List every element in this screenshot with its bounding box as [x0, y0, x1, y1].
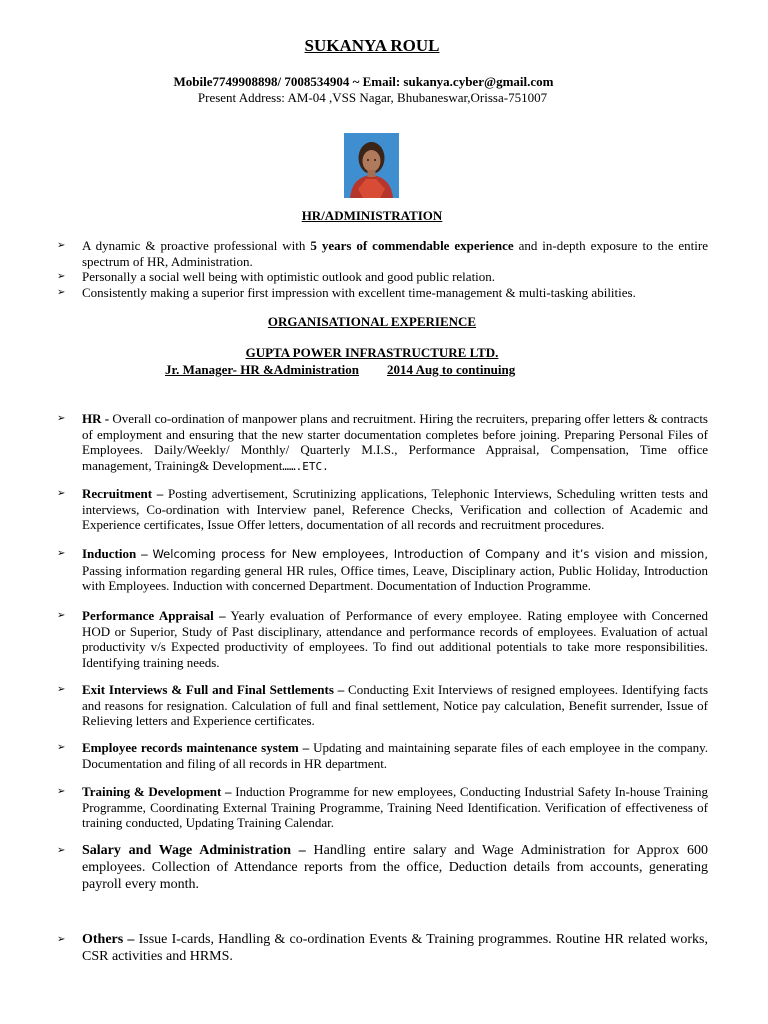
company-name: GUPTA POWER INFRASTRUCTURE LTD.: [245, 345, 499, 360]
address-line: Present Address: AM-04 ,VSS Nagar, Bhubaneswar,Orissa-751007: [197, 90, 548, 105]
list-item-others: ➢ Others – Issue I-cards, Handling & co-ordination Events & Training programmes. Routine HR related works, CSR activities and HRMS.: [57, 932, 708, 964]
bullet-arrow-icon: ➢: [57, 934, 66, 945]
bullet-arrow-icon: ➢: [57, 742, 66, 753]
job-title: Jr. Manager- HR &Administration: [165, 362, 360, 377]
list-item-recruitment: ➢ Recruitment – Posting advertisement, Scrutinizing applications, Telephonic Interviews, Scheduling written tests and interviews, Co-ordination with Interview panel, Reference Checks, Verification and collection of Academic and Experience certificates, Issue Offer letters, documentation of all records and recruitment procedures.: [57, 486, 708, 532]
bullet-arrow-icon: ➢: [57, 845, 66, 856]
list-item-salary-wage: ➢ Salary and Wage Administration – Handling entire salary and Wage Administration for Approx 600 employees. Collection of Attendance reports from the office, Deduction details from accounts, generating payroll every month.: [57, 843, 708, 892]
job-role: [165, 362, 515, 378]
bullet-arrow-icon: ➢: [57, 240, 66, 251]
bullet-arrow-icon: ➢: [57, 271, 66, 282]
profile-photo: [344, 133, 399, 198]
bullet-arrow-icon: ➢: [57, 684, 66, 695]
section-heading-hr-administration: HR/ADMINISTRATION: [301, 208, 443, 223]
job-period: 2014 Aug to continuing: [387, 362, 516, 377]
list-item-performance-appraisal: ➢ Performance Appraisal – Yearly evaluation of Performance of every employee. Rating employee with Concerned HOD or Superior, Study of Past disciplinary, attendance and performance records of employees. Evaluation of actual productivity v/s Expected productivity of employees. To find out additional potentials to take more responsibilities. Identifying training needs.: [57, 608, 708, 670]
bullet-arrow-icon: ➢: [57, 548, 66, 559]
list-item-profile-3: ➢ Consistently making a superior first impression with excellent time-management & multi-tasking abilities.: [57, 285, 636, 300]
list-item-hr: ➢ HR - Overall co-ordination of manpower plans and recruitment. Hiring the recruiters, preparing offer letters & contracts of employment and ensuring that the new starter documentation completes before joining. Preparing Personal Files of Employees. Daily/Weekly/ Monthly/ Quarterly M.I.S., Performance Appraisal, Compensation, Time office management, Training& Development…….ETC.: [57, 411, 708, 473]
bullet-arrow-icon: ➢: [57, 413, 66, 424]
list-item-induction: ➢ Induction – Welcoming process for New employees, Introduction of Company and it’s vision and mission, Passing information regarding general HR rules, Office times, Leave, Disciplinary action, Public Holiday, Introduction with Employees. Induction with concerned Department. Documentation of Induction Programme.: [57, 546, 708, 593]
candidate-name: SUKANYA ROUL: [304, 36, 440, 55]
list-item-profile-2: ➢ Personally a social well being with optimistic outlook and good public relation.: [57, 269, 496, 284]
bullet-arrow-icon: ➢: [57, 610, 66, 621]
bullet-arrow-icon: ➢: [57, 786, 66, 797]
contact-line: Mobile7749908898/ 7008534904 ~ Email: sukanya.cyber@gmail.com: [173, 74, 554, 89]
list-item-exit-interviews: ➢ Exit Interviews & Full and Final Settlements – Conducting Exit Interviews of resigned employees. Identifying facts and reasons for resignation. Calculation of full and final settlement, Notice pay calculation, Benefit surrender, Issue of Relieving letters and Experience certificates.: [57, 682, 709, 728]
list-item-profile-1: ➢ A dynamic & proactive professional with 5 years of commendable experience and in-depth exposure to the entire spectrum of HR, Administration.: [57, 238, 709, 269]
bullet-arrow-icon: ➢: [57, 488, 66, 499]
bullet-arrow-icon: ➢: [57, 287, 66, 298]
section-heading-experience: ORGANISATIONAL EXPERIENCE: [267, 314, 477, 329]
list-item-training-development: ➢ Training & Development – Induction Programme for new employees, Conducting Industrial Safety In-house Training Programme, Coordinating External Training Programme, Training Need Identification. Verification of effectiveness of training conducted, Updating Training Calendar.: [57, 784, 708, 830]
list-item-records-maintenance: ➢ Employee records maintenance system – Updating and maintaining separate files of each employee in the company. Documentation and filing of all records in HR department.: [57, 740, 708, 771]
